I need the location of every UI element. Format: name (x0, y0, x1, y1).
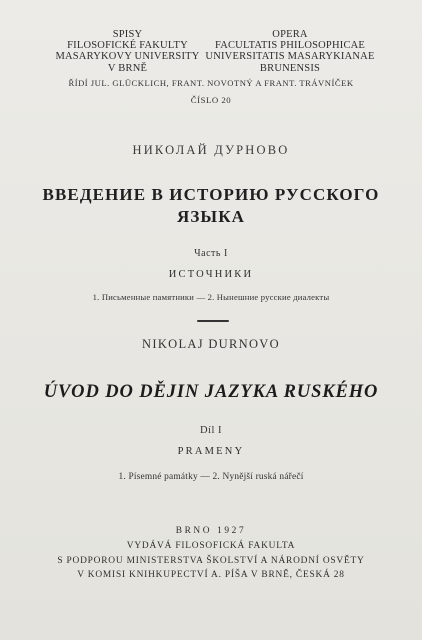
author-czech: NIKOLAJ DURNOVO (142, 337, 280, 351)
title-russian-line-2: ЯЗЫКА (176, 207, 246, 226)
imprint-commission: V KOMISI KNIHKUPECTVÍ A. PÍŠA V BRNĚ, ČESKÁ 28 (77, 570, 345, 580)
imprint-support: S PODPOROU MINISTERSTVA ŠKOLSTVÍ A NÁRODNÍ OSVĚTY (57, 556, 365, 566)
part-czech: Díl I (199, 425, 223, 436)
section-russian: ИСТОЧНИКИ (168, 269, 254, 280)
section-czech: PRAMENY (177, 446, 245, 457)
author-russian: НИКОЛАЙ ДУРНОВО (132, 143, 290, 157)
series-czech-line-2: FILOSOFICKÉ FAKULTY (67, 40, 188, 52)
title-russian-line-1: ВВЕДЕНИЕ В ИСТОРИЮ РУССКОГО (42, 185, 380, 204)
divider-rule (197, 320, 229, 322)
series-latin-line-1: OPERA (272, 29, 308, 40)
series-editors: ŘÍDÍ JUL. GLÜCKLICH, FRANT. NOVOTNÝ A FRANT. TRÁVNÍČEK (68, 78, 354, 88)
imprint-publisher: VYDÁVÁ FILOSOFICKÁ FAKULTA (126, 541, 296, 551)
series-latin-block (205, 29, 375, 74)
series-czech-line-3: MASARYKOVY UNIVERSITY (55, 51, 200, 63)
series-czech-line-1: SPISY (112, 29, 143, 40)
contents-russian: 1. Письменные памятники — 2. Нынешние русские диалекты (92, 292, 330, 302)
series-czech-block (40, 29, 215, 74)
series-number: ČÍSLO 20 (190, 95, 232, 105)
series-latin-line-2: FACULTATIS PHILOSOPHICAE (214, 40, 366, 52)
series-latin-line-3: UNIVERSITATIS MASARYKIANAE (205, 51, 375, 63)
title-czech: ÚVOD DO DĚJIN JAZYKA RUSKÉHO (43, 382, 379, 402)
contents-czech: 1. Písemné památky — 2. Nynější ruská nářečí (118, 472, 304, 482)
series-latin-line-4: BRUNENSIS (259, 62, 321, 74)
imprint-place-year: BRNO 1927 (175, 526, 247, 536)
series-czech-line-4: V BRNĚ (107, 62, 148, 74)
part-russian: Часть I (194, 248, 228, 259)
